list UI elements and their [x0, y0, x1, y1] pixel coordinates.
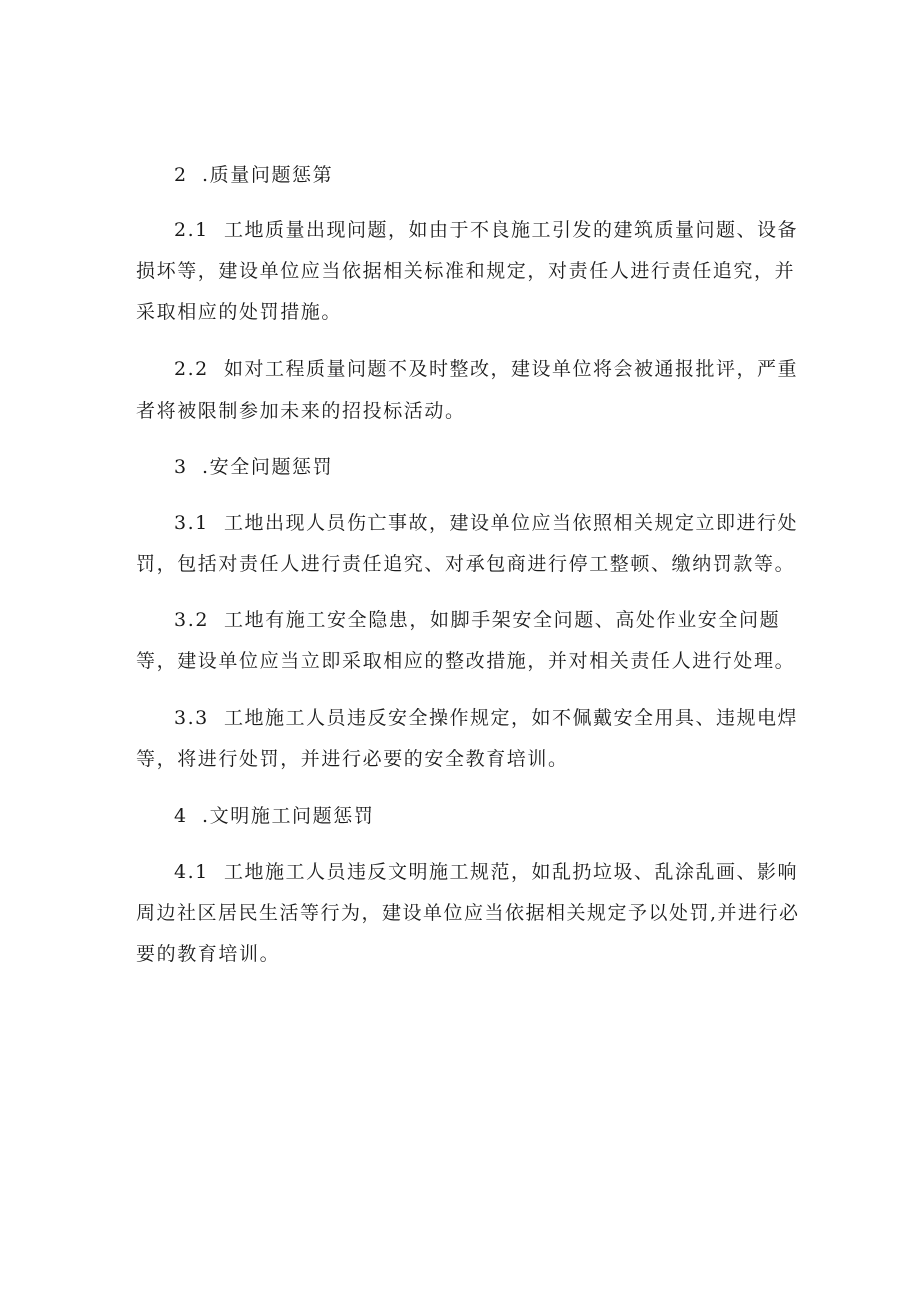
- paragraph-number: 3.2: [174, 609, 210, 631]
- paragraph-text: 工地施工人员违反安全操作规定，如不佩戴安全用具、违规电焊: [224, 707, 799, 729]
- section-title: .质量问题惩第: [202, 164, 334, 186]
- section-heading-3: [174, 454, 920, 480]
- paragraph-3-3-line-1: [174, 705, 920, 731]
- paragraph-text: 工地有施工安全隐患，如脚手架安全问题、高处作业安全问题: [224, 609, 781, 631]
- section-number: 2: [174, 164, 188, 186]
- section-heading-4: [174, 803, 920, 829]
- paragraph-number: 3.1: [174, 512, 209, 534]
- section-title: .文明施工问题惩罚: [202, 805, 375, 827]
- paragraph-4-1-line-3: 要的教育培训。: [136, 943, 281, 965]
- section-heading-2: [174, 162, 920, 188]
- paragraph-3-1-line-2: 罚，包括对责任人进行责任追究、对承包商进行停工整顿、缴纳罚款等。: [136, 553, 796, 575]
- paragraph-number: 3.3: [174, 707, 209, 729]
- paragraph-text: 工地质量出现问题，如由于不良施工引发的建筑质量问题、设备: [224, 219, 799, 241]
- paragraph-2-1-line-1: [174, 217, 920, 243]
- paragraph-3-2-line-2: 等，建设单位应当立即采取相应的整改措施，并对相关责任人进行处理。: [136, 650, 796, 672]
- paragraph-2-1-line-2: 损坏等，建设单位应当依据相关标准和规定，对责任人进行责任追究，并: [136, 260, 796, 282]
- paragraph-2-2-line-2: 者将被限制参加未来的招投标活动。: [136, 400, 466, 422]
- paragraph-number: 4.1: [174, 861, 209, 883]
- paragraph-3-2-line-1: [174, 607, 920, 633]
- paragraph-text: 如对工程质量问题不及时整改，建设单位将会被通报批评，严重: [224, 358, 799, 380]
- section-number: 4: [174, 805, 188, 827]
- paragraph-4-1-line-2: 周边社区居民生活等行为，建设单位应当依据相关规定予以处罚,并进行必: [136, 902, 800, 924]
- paragraph-4-1-line-1: [174, 859, 920, 885]
- section-title: .安全问题惩罚: [202, 456, 334, 478]
- paragraph-text: 工地出现人员伤亡事故，建设单位应当依照相关规定立即进行处: [224, 512, 799, 534]
- section-number: 3: [174, 456, 188, 478]
- paragraph-2-1-line-3: 采取相应的处罚措施。: [136, 301, 343, 323]
- paragraph-3-3-line-2: 等，将进行处罚，并进行必要的安全教育培训。: [136, 748, 569, 770]
- paragraph-3-1-line-1: [174, 510, 920, 536]
- paragraph-text: 工地施工人员违反文明施工规范，如乱扔垃圾、乱涂乱画、影响: [224, 861, 799, 883]
- paragraph-number: 2.1: [174, 219, 209, 241]
- paragraph-number: 2.2: [174, 358, 209, 380]
- paragraph-2-2-line-1: [174, 356, 920, 382]
